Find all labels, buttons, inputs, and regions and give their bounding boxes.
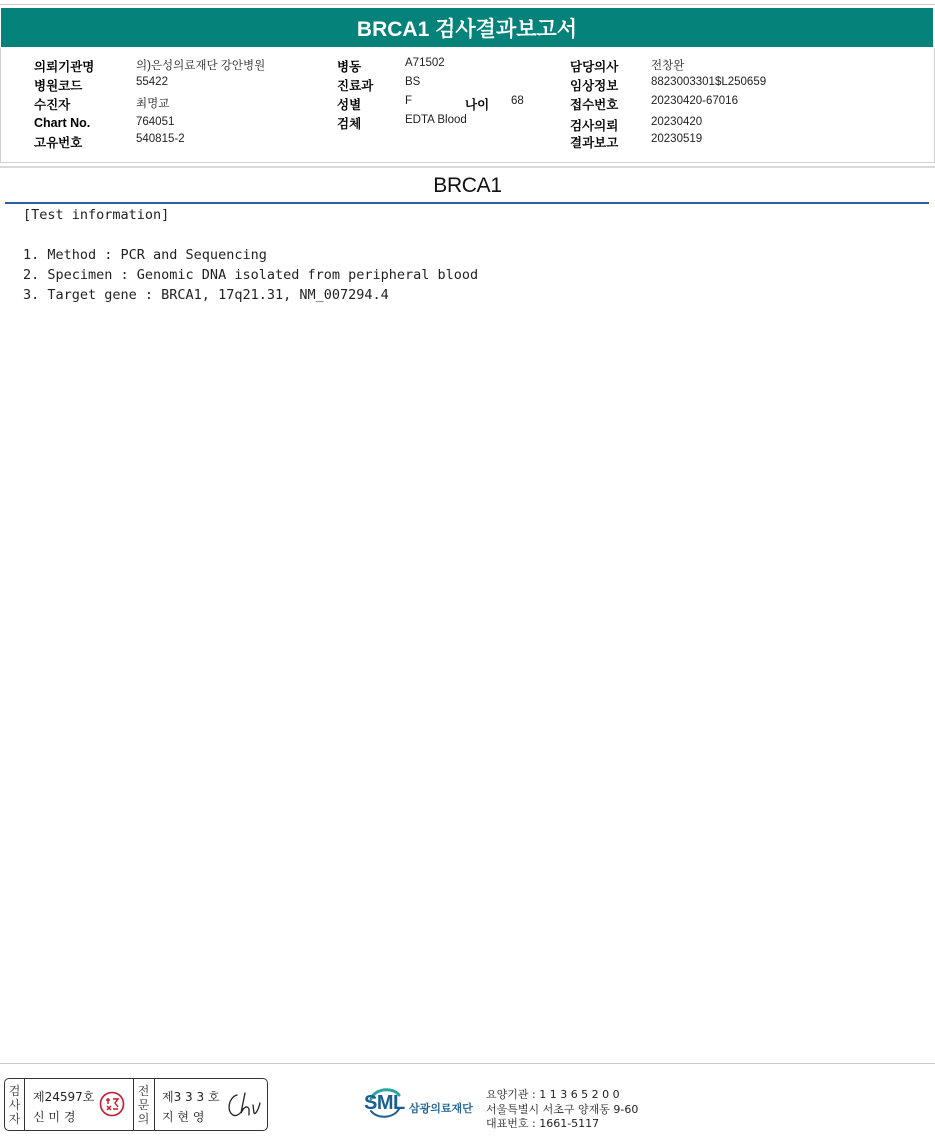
age-label: 나이 [465, 98, 490, 112]
department-label: 진료과 [337, 79, 374, 93]
ward-value: A71502 [405, 57, 445, 69]
specimen-value: EDTA Blood [405, 114, 467, 126]
examiner-license: 제24597호 [33, 1090, 95, 1104]
test-info-heading: [Test information] [23, 207, 170, 223]
institution-value: 의)은성의료재단 강안병원 [136, 60, 266, 72]
examiner-name: 신 미 경 [33, 1110, 76, 1124]
logo-text: SML [364, 1092, 405, 1114]
clinical-info-value: 8823003301$L250659 [651, 76, 767, 88]
signature-box [4, 1078, 268, 1131]
doctor-role-label: 전 문 의 [137, 1083, 150, 1126]
doctor-value: 전창완 [651, 60, 685, 72]
top-border [0, 4, 935, 5]
footer-separator [0, 1063, 935, 1064]
sex-label: 성별 [337, 98, 362, 112]
chart-no-label: Chart No. [34, 116, 91, 130]
doctor-label: 담당의사 [570, 60, 619, 74]
report-title: BRCA1 검사결과보고서 [356, 17, 578, 41]
header-separator [0, 166, 935, 168]
signature-divider [154, 1079, 155, 1130]
hospital-code-value: 55422 [136, 76, 168, 88]
test-info-specimen: 2. Specimen : Genomic DNA isolated from peripheral blood [23, 267, 479, 283]
unique-no-label: 고유번호 [34, 136, 83, 150]
hospital-code-label: 병원코드 [34, 79, 83, 93]
doctor-signature-icon [223, 1089, 263, 1121]
examinee-label: 수진자 [34, 98, 71, 112]
patient-info-panel [0, 48, 935, 163]
doctor-name: 지 현 영 [162, 1110, 205, 1124]
age-value: 68 [511, 95, 524, 107]
sex-value: F [405, 95, 413, 107]
signature-divider [24, 1079, 25, 1130]
receipt-no-value: 20230420-67016 [651, 95, 738, 107]
section-rule [5, 202, 929, 204]
sml-logo [364, 1083, 486, 1123]
report-date-label: 결과보고 [570, 136, 619, 150]
chart-no-value: 764051 [136, 116, 175, 128]
report-date-value: 20230519 [651, 133, 703, 145]
test-info-target-gene: 3. Target gene : BRCA1, 17q21.31, NM_007294.4 [23, 287, 389, 303]
org-phone: 대표번호 : 1661-5117 [486, 1117, 600, 1130]
report-banner [1, 8, 933, 47]
ward-label: 병동 [337, 60, 362, 74]
examiner-seal-icon [99, 1091, 125, 1117]
org-address: 서울특별시 서초구 양재동 9-60 [486, 1103, 639, 1116]
request-date-label: 검사의뢰 [570, 119, 619, 133]
org-name: 삼광의료재단 [409, 1102, 473, 1115]
specimen-label: 검체 [337, 117, 362, 131]
doctor-license: 제3 3 3 호 [162, 1090, 220, 1104]
clinical-info-label: 임상정보 [570, 79, 619, 93]
department-value: BS [405, 76, 421, 88]
request-date-value: 20230420 [651, 116, 703, 128]
test-info-method: 1. Method : PCR and Sequencing [23, 247, 267, 263]
receipt-no-label: 접수번호 [570, 98, 619, 112]
care-institution-no: 요양기관 : 1 1 3 6 5 2 0 0 [486, 1088, 620, 1101]
unique-no-value: 540815-2 [136, 133, 185, 145]
section-title: BRCA1 [433, 174, 502, 197]
examiner-role-label: 검 사 자 [8, 1083, 21, 1126]
examinee-value: 최명교 [136, 98, 170, 110]
institution-label: 의뢰기관명 [34, 60, 95, 74]
